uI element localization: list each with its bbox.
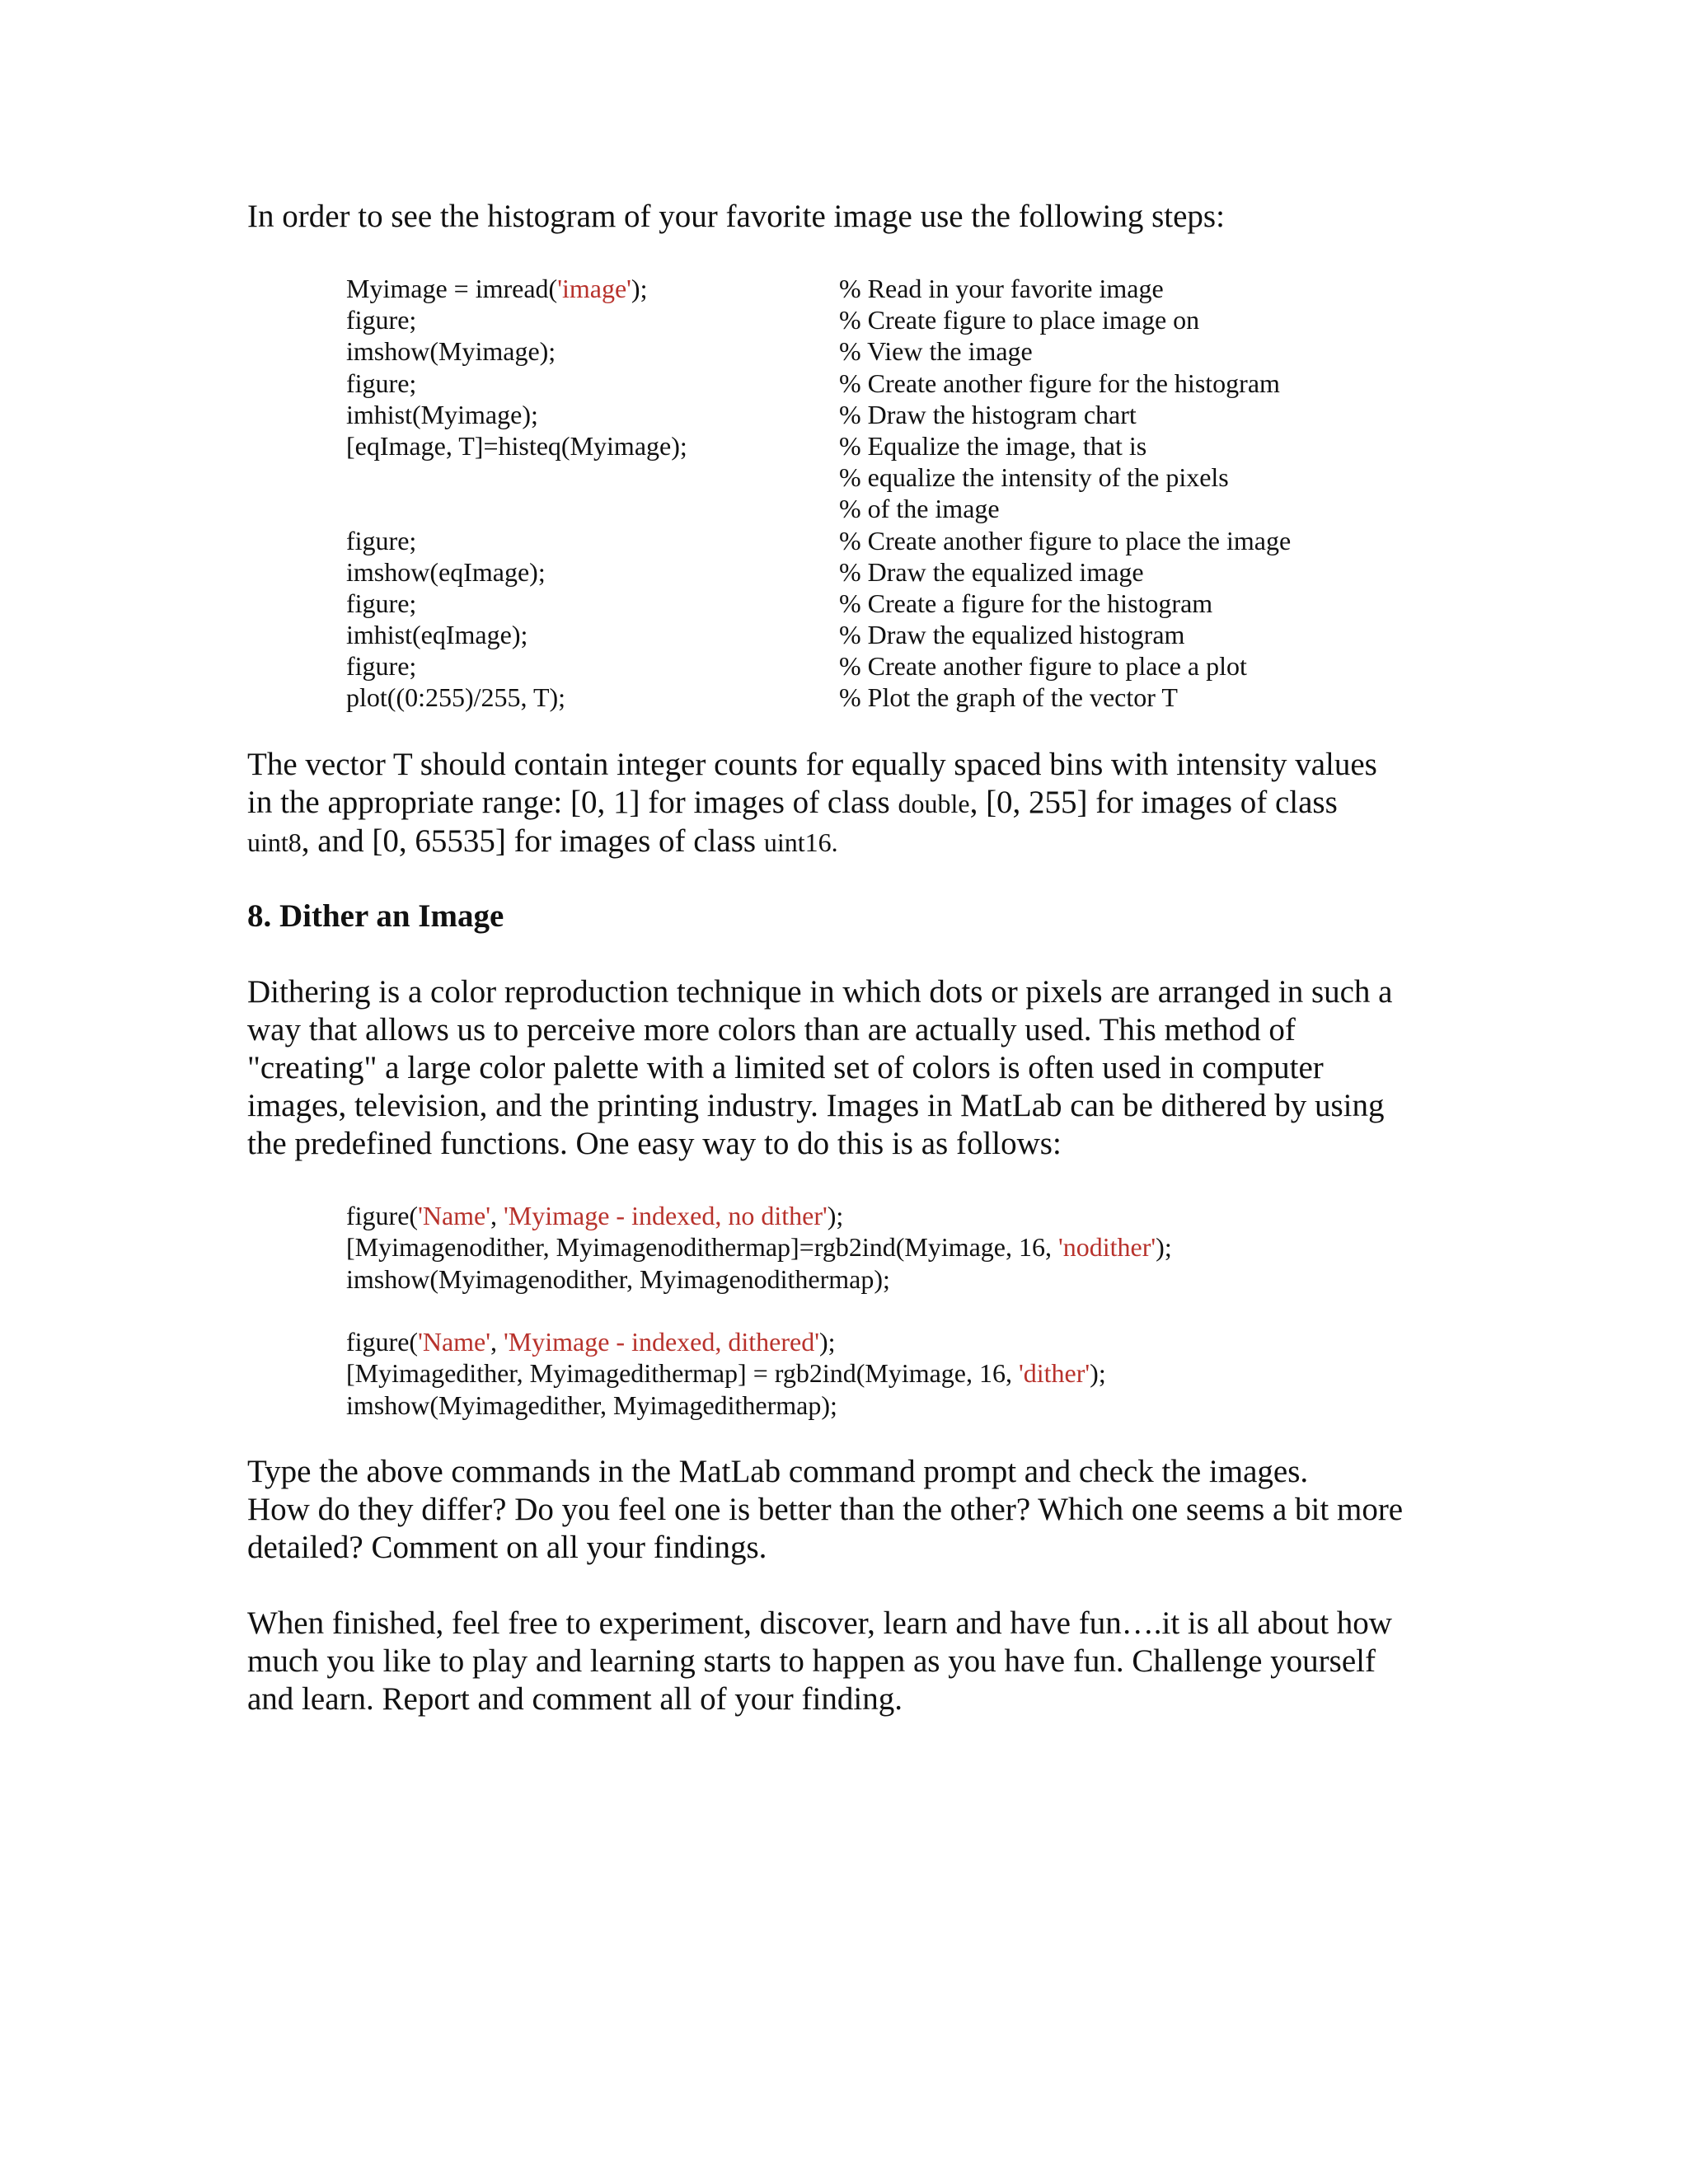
code-comment: % Create another figure to place a plot [839,651,1247,682]
code-comment: % of the image [839,494,1000,524]
code-row [346,399,1291,430]
code-row [346,493,1291,524]
questions-paragraph [247,1453,1451,1567]
vector-line-1: The vector T should contain integer counts for equally spaced bins with intensity values [247,747,1377,782]
vector-paragraph [247,746,1451,861]
code-command: imshow(Myimage); [346,336,556,367]
paragraph-line: Dithering is a color reproduction technique in which dots or pixels are arranged in such a [247,974,1393,1010]
intro-paragraph [247,198,1451,236]
code-command [346,493,839,524]
code-row [346,462,1291,493]
dither-paragraph [247,973,1451,1163]
code-command: figure; [346,368,417,398]
dither-code-2-line-1: figure('Name', 'Myimage - indexed, dithered'); [346,1327,836,1357]
code-comment: % Read in your favorite image [839,274,1164,303]
code-comment: % View the image [839,336,1033,367]
dither-code-1-line-3: imshow(Myimagenodither, Myimagenodithermap); [346,1263,890,1294]
class-uint8: uint8 [247,827,302,857]
dither-code-block-1 [346,1200,1172,1295]
class-uint16: uint16 [763,827,832,857]
code-comment: % Equalize the image, that is [839,430,1147,461]
code-row [346,335,1291,367]
vector-line-3: uint8, and [0, 65535] for images of class uint16. [247,823,838,859]
code-command: imshow(eqImage); [346,556,546,587]
class-double: double [898,789,970,818]
code-comment: % Plot the graph of the vector T [839,682,1178,713]
code-comment: % Create a figure for the histogram [839,588,1213,618]
intro-text: In order to see the histogram of your favorite image use the following steps: [247,199,1225,234]
code-command: imhist(eqImage); [346,620,528,650]
code-command: figure; [346,305,417,335]
code-command: Myimage = imread('image'); [346,274,648,303]
code-command [346,462,839,493]
code-comment: % Draw the equalized histogram [839,620,1185,650]
code-comment: % Create another figure to place the image [839,525,1292,555]
code-command: figure; [346,651,417,682]
paragraph-line: Type the above commands in the MatLab command prompt and check the images. [247,1454,1309,1489]
histogram-code-block [346,273,1291,714]
dither-code-2-line-3: imshow(Myimagedither, Myimagedithermap); [346,1390,837,1420]
dither-code-2-line-2: [Myimagedither, Myimagedithermap] = rgb2ind(Myimage, 16, 'dither'); [346,1358,1106,1389]
section-heading: 8. Dither an Image [247,898,504,934]
code-command: [eqImage, T]=histeq(Myimage); [346,430,687,461]
dither-code-block-2 [346,1326,1106,1421]
paragraph-line: detailed? Comment on all your findings. [247,1530,767,1565]
closing-paragraph [247,1605,1451,1718]
paragraph-line: When finished, feel free to experiment, discover, learn and have fun….it is all about how [247,1605,1392,1641]
code-row [346,588,1291,619]
code-row [346,273,1291,304]
code-row [346,619,1291,650]
code-row [346,650,1291,682]
paragraph-line: much you like to play and learning starts to happen as you have fun. Challenge yourself [247,1643,1376,1679]
code-row [346,556,1291,588]
code-row [346,368,1291,399]
paragraph-line: the predefined functions. One easy way to do this is as follows: [247,1126,1062,1161]
code-row [346,304,1291,335]
dither-code-1-line-2: [Myimagenodither, Myimagenodithermap]=rgb2ind(Myimage, 16, 'nodither'); [346,1232,1172,1263]
paragraph-line: How do they differ? Do you feel one is better than the other? Which one seems a bit more [247,1492,1404,1527]
code-row [346,682,1291,713]
paragraph-line: way that allows us to perceive more colors than are actually used. This method of [247,1012,1296,1047]
paragraph-line: images, television, and the printing industry. Images in MatLab can be dithered by using [247,1088,1385,1123]
dither-code-1-line-1: figure('Name', 'Myimage - indexed, no dither'); [346,1201,844,1230]
code-comment: % Draw the equalized image [839,556,1144,587]
paragraph-line: "creating" a large color palette with a limited set of colors is often used in computer [247,1050,1324,1085]
code-comment: % equalize the intensity of the pixels [839,462,1229,493]
code-row [346,430,1291,462]
code-comment: % Draw the histogram chart [839,399,1137,429]
paragraph-line: and learn. Report and comment all of your finding. [247,1681,903,1717]
code-command: imhist(Myimage); [346,399,538,429]
code-command: figure; [346,525,417,555]
code-row [346,525,1291,556]
vector-line-2: in the appropriate range: [0, 1] for images of class double, [0, 255] for images of class [247,785,1338,820]
code-command: plot((0:255)/255, T); [346,682,566,713]
code-comment: % Create another figure for the histogram [839,368,1280,398]
code-command: figure; [346,588,417,618]
code-comment: % Create figure to place image on [839,305,1200,335]
